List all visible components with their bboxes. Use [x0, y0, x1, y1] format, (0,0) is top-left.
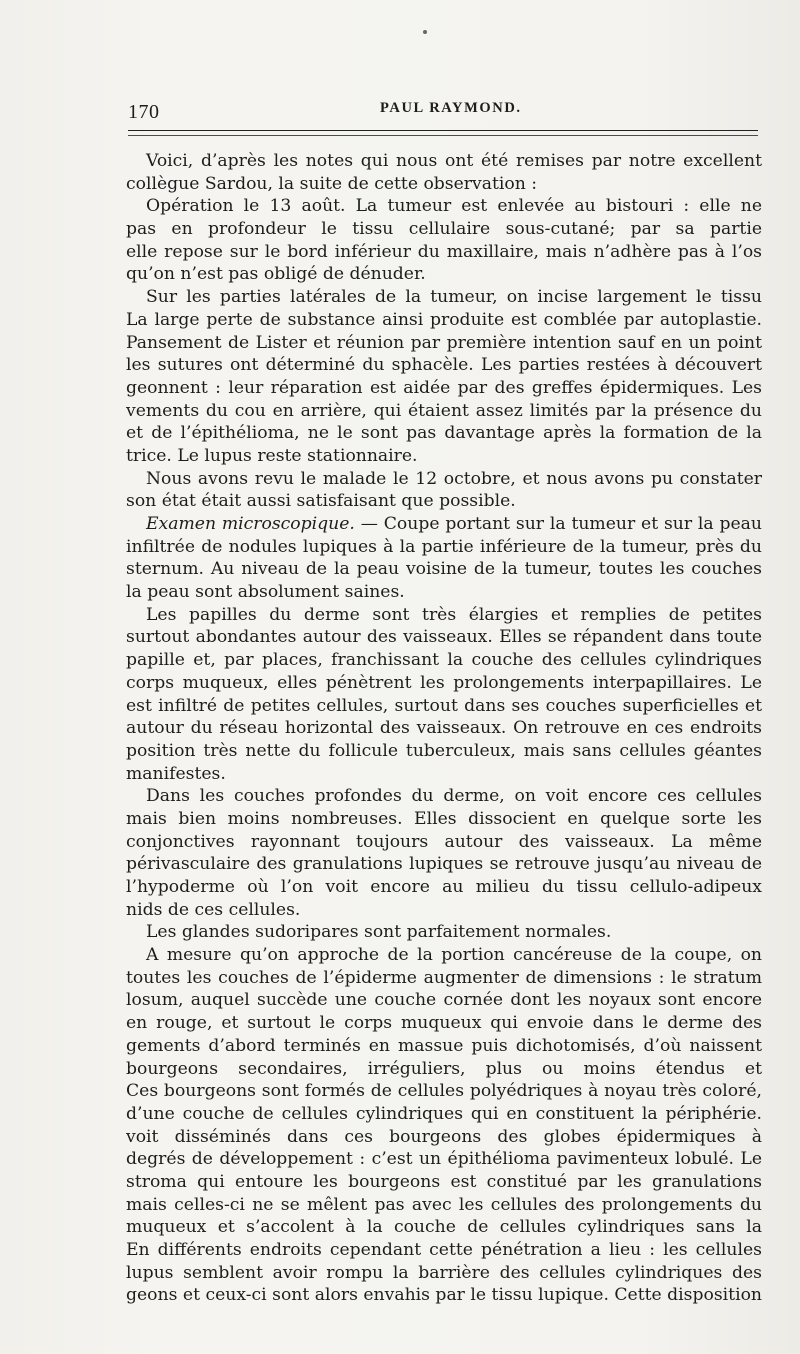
text-line: vements du cou en arrière, qui étaient assez limités par la présence du — [126, 400, 762, 421]
text-line: collègue Sardou, la suite de cette observation : — [126, 173, 538, 194]
text-line: papille et, par places, franchissant la couche des cellules cylindriques — [126, 650, 762, 671]
text-line: conjonctives rayonnant toujours autour des vaisseaux. La même — [126, 831, 762, 852]
text-line: position très nette du follicule tuberculeux, mais sans cellules géantes — [126, 740, 762, 761]
text-line: En différents endroits cependant cette pénétration a lieu : les cellules — [126, 1240, 762, 1260]
text-line: d’une couche de cellules cylindriques qui en constituent la périphérie. — [126, 1103, 762, 1124]
text-line: l’hypoderme où l’on voit encore au milieu du tissu cellulo-adipeux — [126, 877, 762, 897]
text-line: Ces bourgeons sont formés de cellules polyédriques à noyau très coloré, — [126, 1081, 762, 1102]
text-line: Les papilles du derme sont très élargies et remplies de petites — [146, 604, 762, 625]
text-line: manifestes. — [126, 763, 226, 784]
text-line: lupus semblent avoir rompu la barrière des cellules cylindriques des — [126, 1262, 762, 1283]
section-heading-italic: Examen microscopique. — [146, 514, 355, 534]
text-line: bourgeons secondaires, irréguliers, plus ou moins étendus et — [126, 1058, 762, 1079]
header-rule — [128, 130, 758, 131]
text-line: trice. Le lupus reste stationnaire. — [126, 445, 418, 466]
text-line: geons et ceux-ci sont alors envahis par le tissu lupique. Cette disposition — [126, 1285, 762, 1306]
text-line: losum, auquel succède une couche cornée dont les noyaux sont encore — [126, 990, 762, 1011]
text-line: périvasculaire des granulations lupiques se retrouve jusqu’au niveau de — [126, 854, 762, 875]
text-line: corps muqueux, elles pénètrent les prolongements interpapillaires. Le — [126, 672, 762, 693]
text-line: en rouge, et surtout le corps muqueux qui envoie dans le derme des — [126, 1013, 762, 1034]
text-line: voit disséminés dans ces bourgeons des globes épidermiques à — [126, 1126, 762, 1147]
line-rest: — Coupe portant sur la tumeur et sur la peau — [354, 514, 762, 534]
text-line: muqueux et s’accolent à la couche de cellules cylindriques sans la — [126, 1217, 762, 1238]
text-line: mais bien moins nombreuses. Elles dissocient en quelque sorte les — [126, 808, 762, 829]
text-line: Dans les couches profondes du derme, on voit encore ces cellules — [146, 786, 762, 807]
text-line: La large perte de substance ainsi produite est comblée par autoplastie. — [126, 309, 762, 330]
text-line: pas en profondeur le tissu cellulaire sous-cutané; par sa partie — [126, 219, 762, 240]
text-line: toutes les couches de l’épiderme augmenter de dimensions : le stratum — [126, 967, 762, 988]
page-header — [128, 98, 758, 122]
page-number: 170 — [128, 101, 160, 123]
text-line: autour du réseau horizontal des vaisseaux. On retrouve en ces endroits — [126, 718, 762, 739]
text-line: sternum. Au niveau de la peau voisine de la tumeur, toutes les couches — [126, 559, 762, 580]
text-line: les sutures ont déterminé du sphacèle. Les parties restées à découvert — [126, 355, 762, 376]
text-line: son état était aussi satisfaisant que possible. — [126, 491, 516, 512]
text-line: geonnent : leur réparation est aidée par des greffes épidermiques. Les — [126, 377, 762, 398]
header-rule-thin — [128, 135, 758, 136]
text-line: est infiltré de petites cellules, surtout dans ses couches superficielles et — [126, 695, 762, 716]
text-line — [126, 513, 762, 536]
body-text — [126, 150, 762, 1307]
text-line: qu’on n’est pas obligé de dénuder. — [126, 264, 426, 285]
page-speck — [423, 30, 427, 34]
text-line: Pansement de Lister et réunion par première intention sauf en un point — [126, 332, 762, 353]
text-line: Nous avons revu le malade le 12 octobre, et nous avons pu constater — [146, 468, 762, 489]
text-line: la peau sont absolument saines. — [126, 582, 405, 603]
text-line: Sur les parties latérales de la tumeur, on incise largement le tissu — [146, 287, 762, 308]
text-line: A mesure qu’on approche de la portion cancéreuse de la coupe, on — [146, 945, 762, 966]
text-line: surtout abondantes autour des vaisseaux. Elles se répandent dans toute — [126, 627, 762, 648]
text-line: degrés de développement : c’est un épithélioma pavimenteux lobulé. Le — [126, 1149, 762, 1170]
text-line: nids de ces cellules. — [126, 899, 301, 920]
text-line: stroma qui entoure les bourgeons est constitué par les granulations — [126, 1171, 762, 1192]
text-line: mais celles-ci ne se mêlent pas avec les cellules des prolongements du — [126, 1194, 762, 1215]
text-line: infiltrée de nodules lupiques à la partie inférieure de la tumeur, près du — [126, 536, 762, 557]
text-line: elle repose sur le bord inférieur du maxillaire, mais n’adhère pas à l’os — [126, 241, 762, 262]
running-head: PAUL RAYMOND. — [380, 100, 522, 116]
text-line: Opération le 13 août. La tumeur est enlevée au bistouri : elle ne — [146, 196, 762, 217]
text-line: Les glandes sudoripares sont parfaitement normales. — [146, 922, 612, 943]
text-line: Voici, d’après les notes qui nous ont été remises par notre excellent — [146, 151, 762, 171]
text-line: et de l’épithélioma, ne le sont pas davantage après la formation de la — [126, 423, 762, 444]
text-line: gements d’abord terminés en massue puis dichotomisés, d’où naissent — [126, 1035, 762, 1056]
